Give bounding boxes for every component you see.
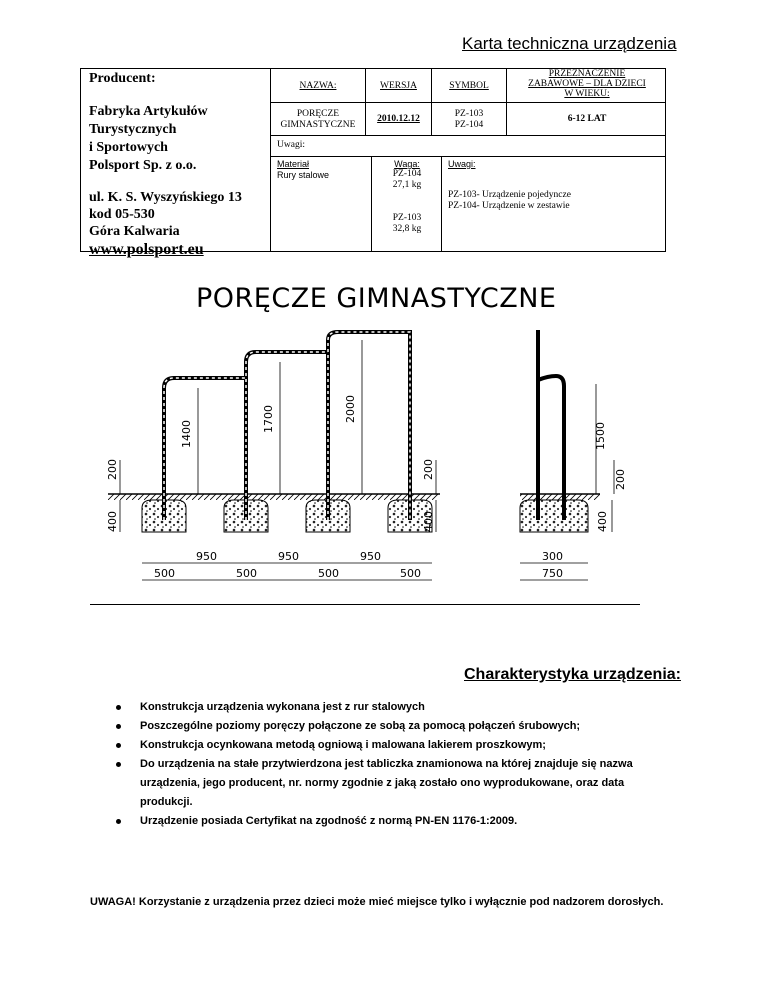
list-item-text: Do urządzenia na stałe przytwierdzona jest tabliczka znamionowa na której znajduje się nazwa urządzenia, jego producent, nr. normy zgodnie z jaką zostało ono wyprodukowane, oraz data produkcji.	[140, 758, 633, 808]
list-item-text: Urządzenie posiada Certyfikat na zgodność z normą PN-EN 1176-1:2009.	[140, 815, 518, 827]
technical-drawing	[0, 320, 768, 600]
list-item-text: Konstrukcja urządzenia wykonana jest z rur stalowych	[140, 701, 425, 713]
dim-depth-left: 400	[106, 511, 119, 532]
value-purpose: 6-12 LAT	[567, 114, 607, 124]
list-item	[116, 698, 676, 717]
bullet-icon	[116, 743, 121, 748]
dim-right-height: 200	[614, 469, 627, 490]
material-label: Materiał	[277, 159, 310, 169]
notes-line: PZ-104- Urządzenie w zestawie	[448, 201, 570, 211]
dim-height-3: 2000	[344, 395, 357, 423]
list-item-text: Konstrukcja ocynkowana metodą ogniową i malowana lakierem proszkowym;	[140, 739, 546, 751]
material-value: Rury stalowe	[277, 170, 330, 180]
list-item	[116, 812, 676, 831]
drawing-title: PORĘCZE GIMNASTYCZNE	[196, 283, 557, 314]
remarks-label: Uwagi:	[277, 140, 305, 150]
notes-line: PZ-103- Urządzenie pojedyncze	[448, 190, 571, 200]
producer-name-line: Fabryka Artykułów	[89, 104, 208, 119]
producer-address-line: kod 05-530	[89, 207, 155, 222]
header-purpose-line: W WIEKU:	[564, 89, 610, 99]
producer-name-line: i Sportowych	[89, 140, 168, 155]
producer-address-line: ul. K. S. Wyszyńskiego 13	[89, 190, 242, 205]
weight-1-model: PZ-104	[392, 169, 422, 179]
notes	[448, 190, 571, 212]
producer-website[interactable]: www.polsport.eu	[89, 241, 204, 258]
value-symbol-line: PZ-103	[454, 109, 484, 119]
producer-name-line: Turystycznych	[89, 122, 177, 137]
bullet-icon	[116, 762, 121, 767]
dim-height-2: 1700	[262, 405, 275, 433]
dim-spacing-2: 950	[278, 550, 299, 563]
weight-2-value: 32,8 kg	[392, 224, 422, 234]
dim-height-1: 1400	[180, 420, 193, 448]
list-item-text: Poszczególne poziomy poręczy połączone ze sobą za pomocą połączeń śrubowych;	[140, 720, 581, 732]
parallel-bars-side	[538, 330, 564, 520]
dim-spacing-1: 950	[196, 550, 217, 563]
foundation-blocks	[142, 500, 588, 532]
warning-note: UWAGA! Korzystanie z urządzenia przez dzieci może mieć miejsce tylko i wyłącznie pod nadzorem dorosłych.	[90, 896, 664, 908]
value-symbol-line: PZ-104	[454, 120, 484, 130]
weight-1	[372, 169, 442, 191]
producer-heading: Producent:	[89, 71, 156, 86]
producer-name-line: Polsport Sp. z o.o.	[89, 158, 197, 173]
dim-left-height: 200	[106, 459, 119, 480]
parallel-bars-front	[164, 332, 410, 520]
list-item	[116, 755, 676, 812]
value-symbol	[432, 109, 506, 131]
value-name-line: PORĘCZE	[296, 109, 340, 119]
document-title: Karta techniczna urządzenia	[462, 34, 677, 53]
value-version: 2010.12.12	[377, 114, 420, 124]
dim-spacing-3: 950	[360, 550, 381, 563]
dim-side-foundation-width: 750	[542, 567, 563, 580]
list-item	[116, 717, 676, 736]
header-purpose-line: ZABAWOWE – DLA DZIECI	[528, 79, 646, 89]
weight-2	[372, 213, 442, 235]
bullet-icon	[116, 724, 121, 729]
section-divider	[90, 604, 640, 605]
dim-foundation-3: 500	[318, 567, 339, 580]
header-purpose-line: PRZEZNACZENIE	[548, 69, 626, 79]
dim-depth-right: 400	[596, 511, 609, 532]
weight-label: Waga:	[394, 159, 420, 169]
bullet-icon	[116, 819, 121, 824]
dim-foundation-4: 500	[400, 567, 421, 580]
header-version: WERSJA	[380, 81, 417, 91]
value-name	[271, 109, 365, 131]
producer-address-line: Góra Kalwaria	[89, 224, 180, 239]
ground-line	[108, 494, 600, 500]
dim-side-height: 1500	[594, 422, 607, 450]
list-item	[116, 736, 676, 755]
value-name-line: GIMNASTYCZNE	[280, 120, 356, 130]
dim-depth-mid: 400	[422, 511, 435, 532]
info-table	[80, 68, 666, 258]
header-symbol: SYMBOL	[449, 81, 489, 91]
dim-mid-height: 200	[422, 459, 435, 480]
bullet-icon	[116, 705, 121, 710]
dim-side-top-width: 300	[542, 550, 563, 563]
notes-label: Uwagi:	[448, 159, 476, 169]
weight-1-value: 27,1 kg	[392, 180, 422, 190]
header-name: NAZWA:	[299, 81, 337, 91]
characteristics-title: Charakterystyka urządzenia:	[464, 666, 681, 683]
header-purpose	[507, 69, 667, 99]
dim-foundation-1: 500	[154, 567, 175, 580]
dim-foundation-2: 500	[236, 567, 257, 580]
characteristics-list	[116, 698, 676, 831]
weight-2-model: PZ-103	[392, 213, 422, 223]
